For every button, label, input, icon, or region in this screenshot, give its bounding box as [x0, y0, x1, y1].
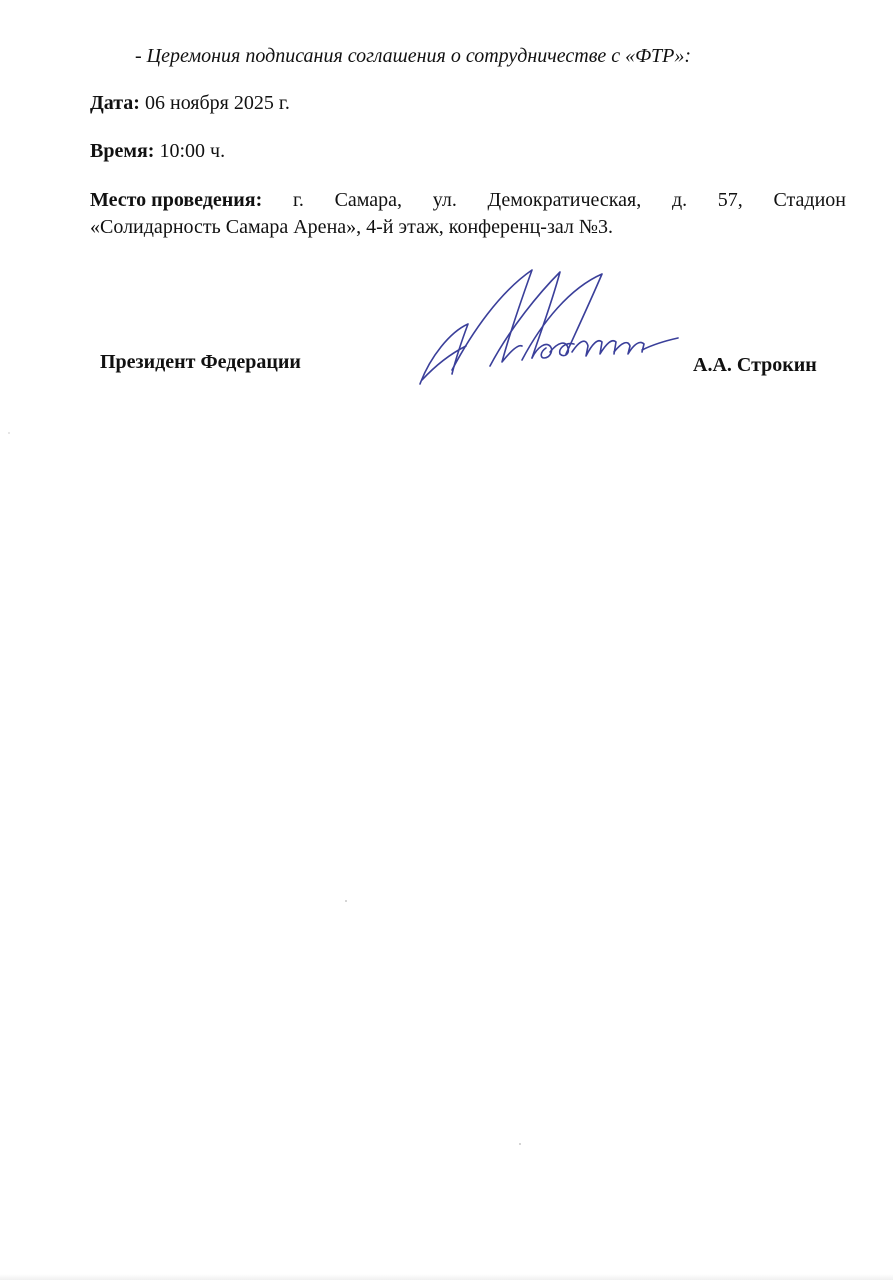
venue-word: Демократическая,: [487, 189, 642, 211]
handwritten-signature-icon: [410, 262, 680, 392]
scan-speck: [519, 1143, 521, 1145]
date-label: Дата:: [90, 92, 140, 114]
signatory-name: А.А. Строкин: [693, 354, 817, 376]
signatory-role: Президент Федерации: [100, 351, 301, 373]
page-bottom-edge: [0, 1274, 893, 1280]
time-value: 10:00 ч.: [154, 140, 226, 162]
scan-speck: [8, 432, 10, 434]
venue-word: ул.: [432, 189, 457, 211]
venue-word: 57,: [717, 189, 743, 211]
scan-speck: [345, 900, 347, 902]
signature-strokes: [420, 270, 678, 384]
time-label: Время:: [90, 140, 155, 162]
venue-word: Стадион: [773, 189, 846, 211]
date-line: [90, 92, 290, 115]
venue-first-line: [90, 187, 846, 214]
venue-word: Самара,: [334, 189, 403, 211]
venue-label: Место проведения:: [90, 189, 263, 211]
date-value: 06 ноября 2025 г.: [139, 92, 290, 114]
venue-paragraph: [90, 187, 846, 241]
venue-word: д.: [671, 189, 688, 211]
venue-second-line: «Солидарность Самара Арена», 4-й этаж, конференц-зал №3.: [90, 216, 613, 238]
venue-word: г.: [292, 189, 304, 211]
event-title: - Церемония подписания соглашения о сотрудничестве с «ФТР»:: [135, 45, 691, 67]
time-line: [90, 140, 225, 163]
